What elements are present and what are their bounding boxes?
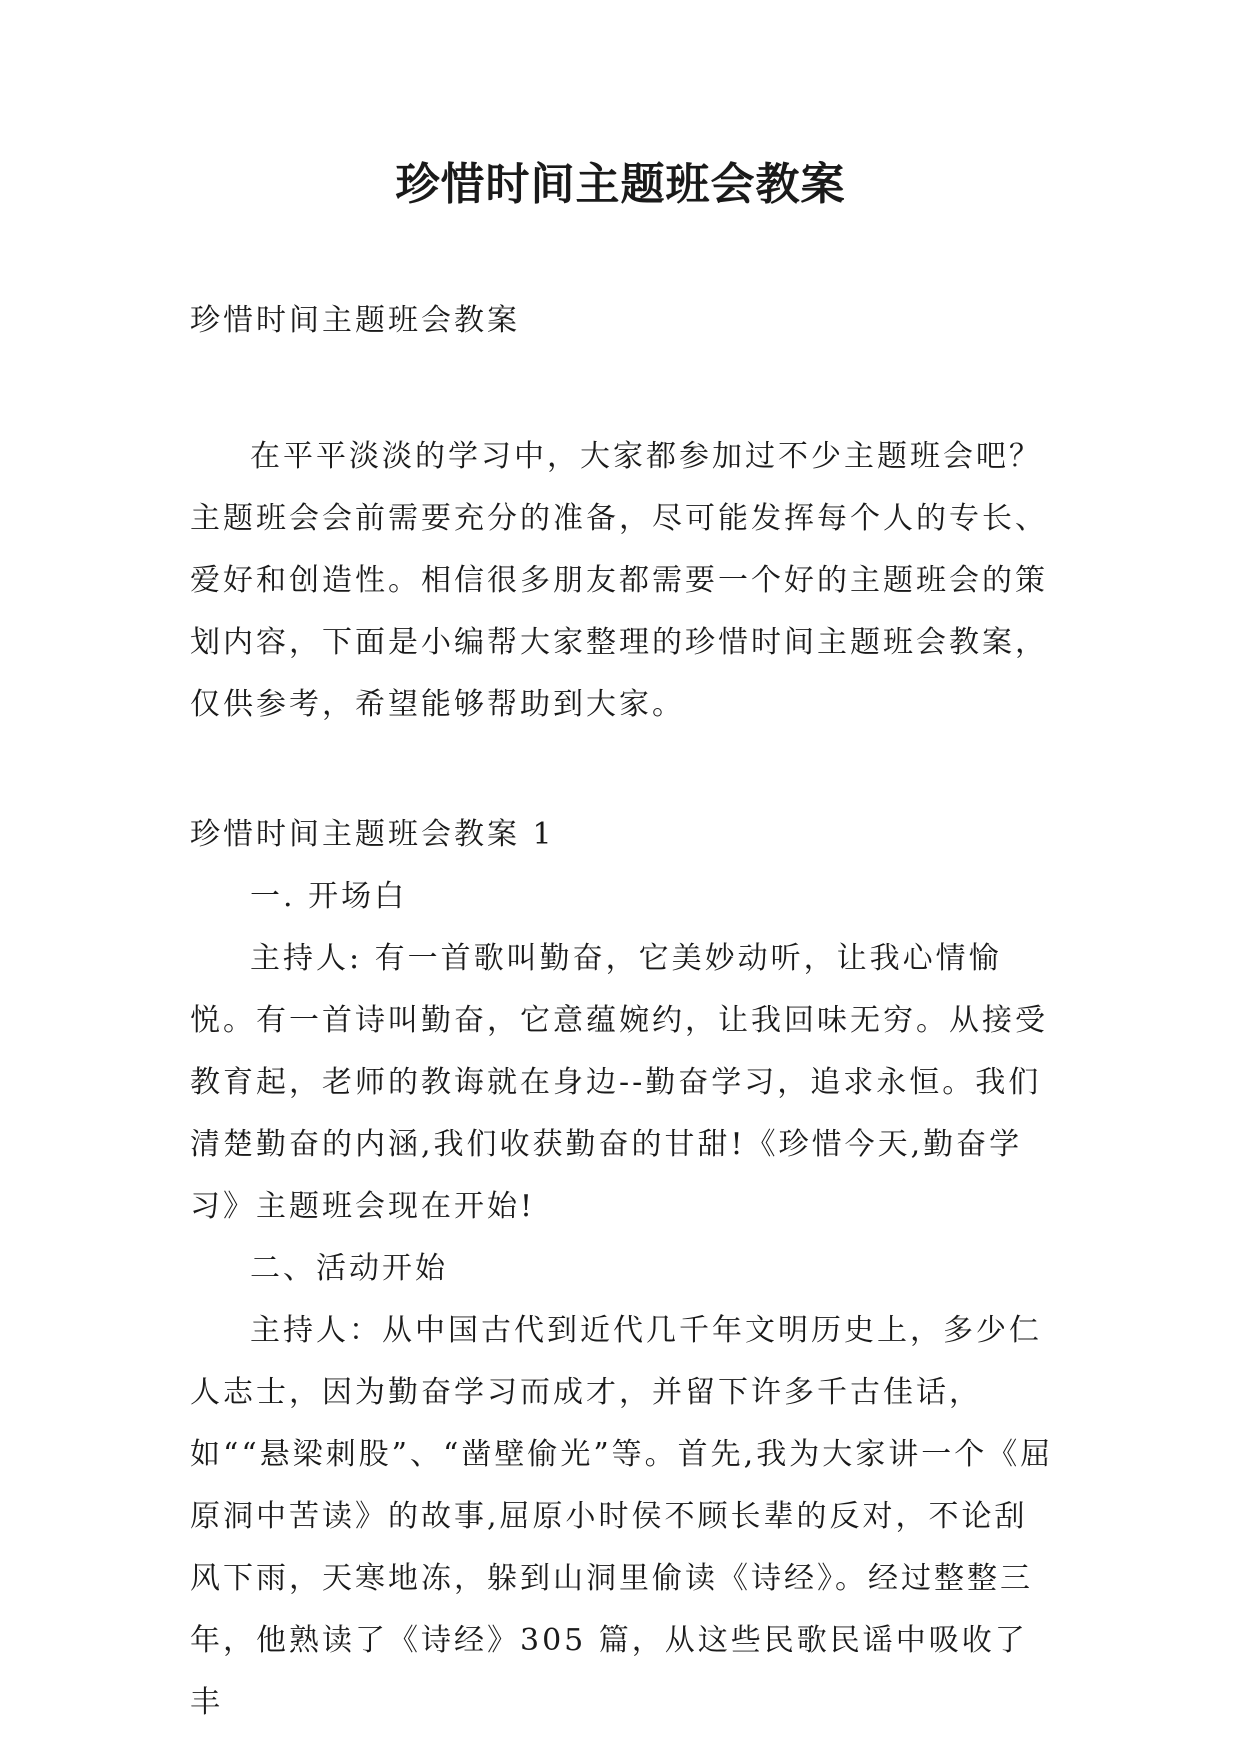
document-title: 珍惜时间主题班会教案	[395, 159, 846, 210]
opening-paragraph: 主持人: 有一首歌叫勤奋，它美妙动听，让我心情愉悦。有一首诗叫勤奋，它意蕴婉约，让我回味无穷。从接受教育起，老师的教诲就在身边--勤奋学习，追求永恒。我们清楚勤奋的内涵,我们收获勤奋的甘甜!《珍惜今天,勤奋学习》主题班会现在开始!	[190, 941, 1048, 1224]
document-body	[190, 290, 1060, 1734]
activity-paragraph: 主持人：从中国古代到近代几千年文明历史上，多少仁人志士，因为勤奋学习而成才，并留下许多千古佳话，如““悬梁刺股”、“凿壁偷光”等。首先,我为大家讲一个《屈原洞中苦读》的故事,屈原小时侯不顾长辈的反对，不论刮风下雨，天寒地冻，躲到山洞里偷读《诗经》。经过整整三年，他熟读了《诗经》305 篇，从这些民歌民谣中吸收了丰	[190, 1313, 1054, 1720]
intro-paragraph: 在平平淡淡的学习中，大家都参加过不少主题班会吧？主题班会会前需要充分的准备，尽可能发挥每个人的专长、爱好和创造性。相信很多朋友都需要一个好的主题班会的策划内容，下面是小编帮大家整理的珍惜时间主题班会教案，仅供参考，希望能够帮助到大家。	[190, 439, 1048, 722]
document-subtitle: 珍惜时间主题班会教案	[190, 303, 520, 338]
section-title: 珍惜时间主题班会教案 1	[190, 817, 555, 852]
part-heading-activity: 二、活动开始	[250, 1251, 448, 1286]
part-heading-opening: 一. 开场白	[250, 879, 408, 914]
